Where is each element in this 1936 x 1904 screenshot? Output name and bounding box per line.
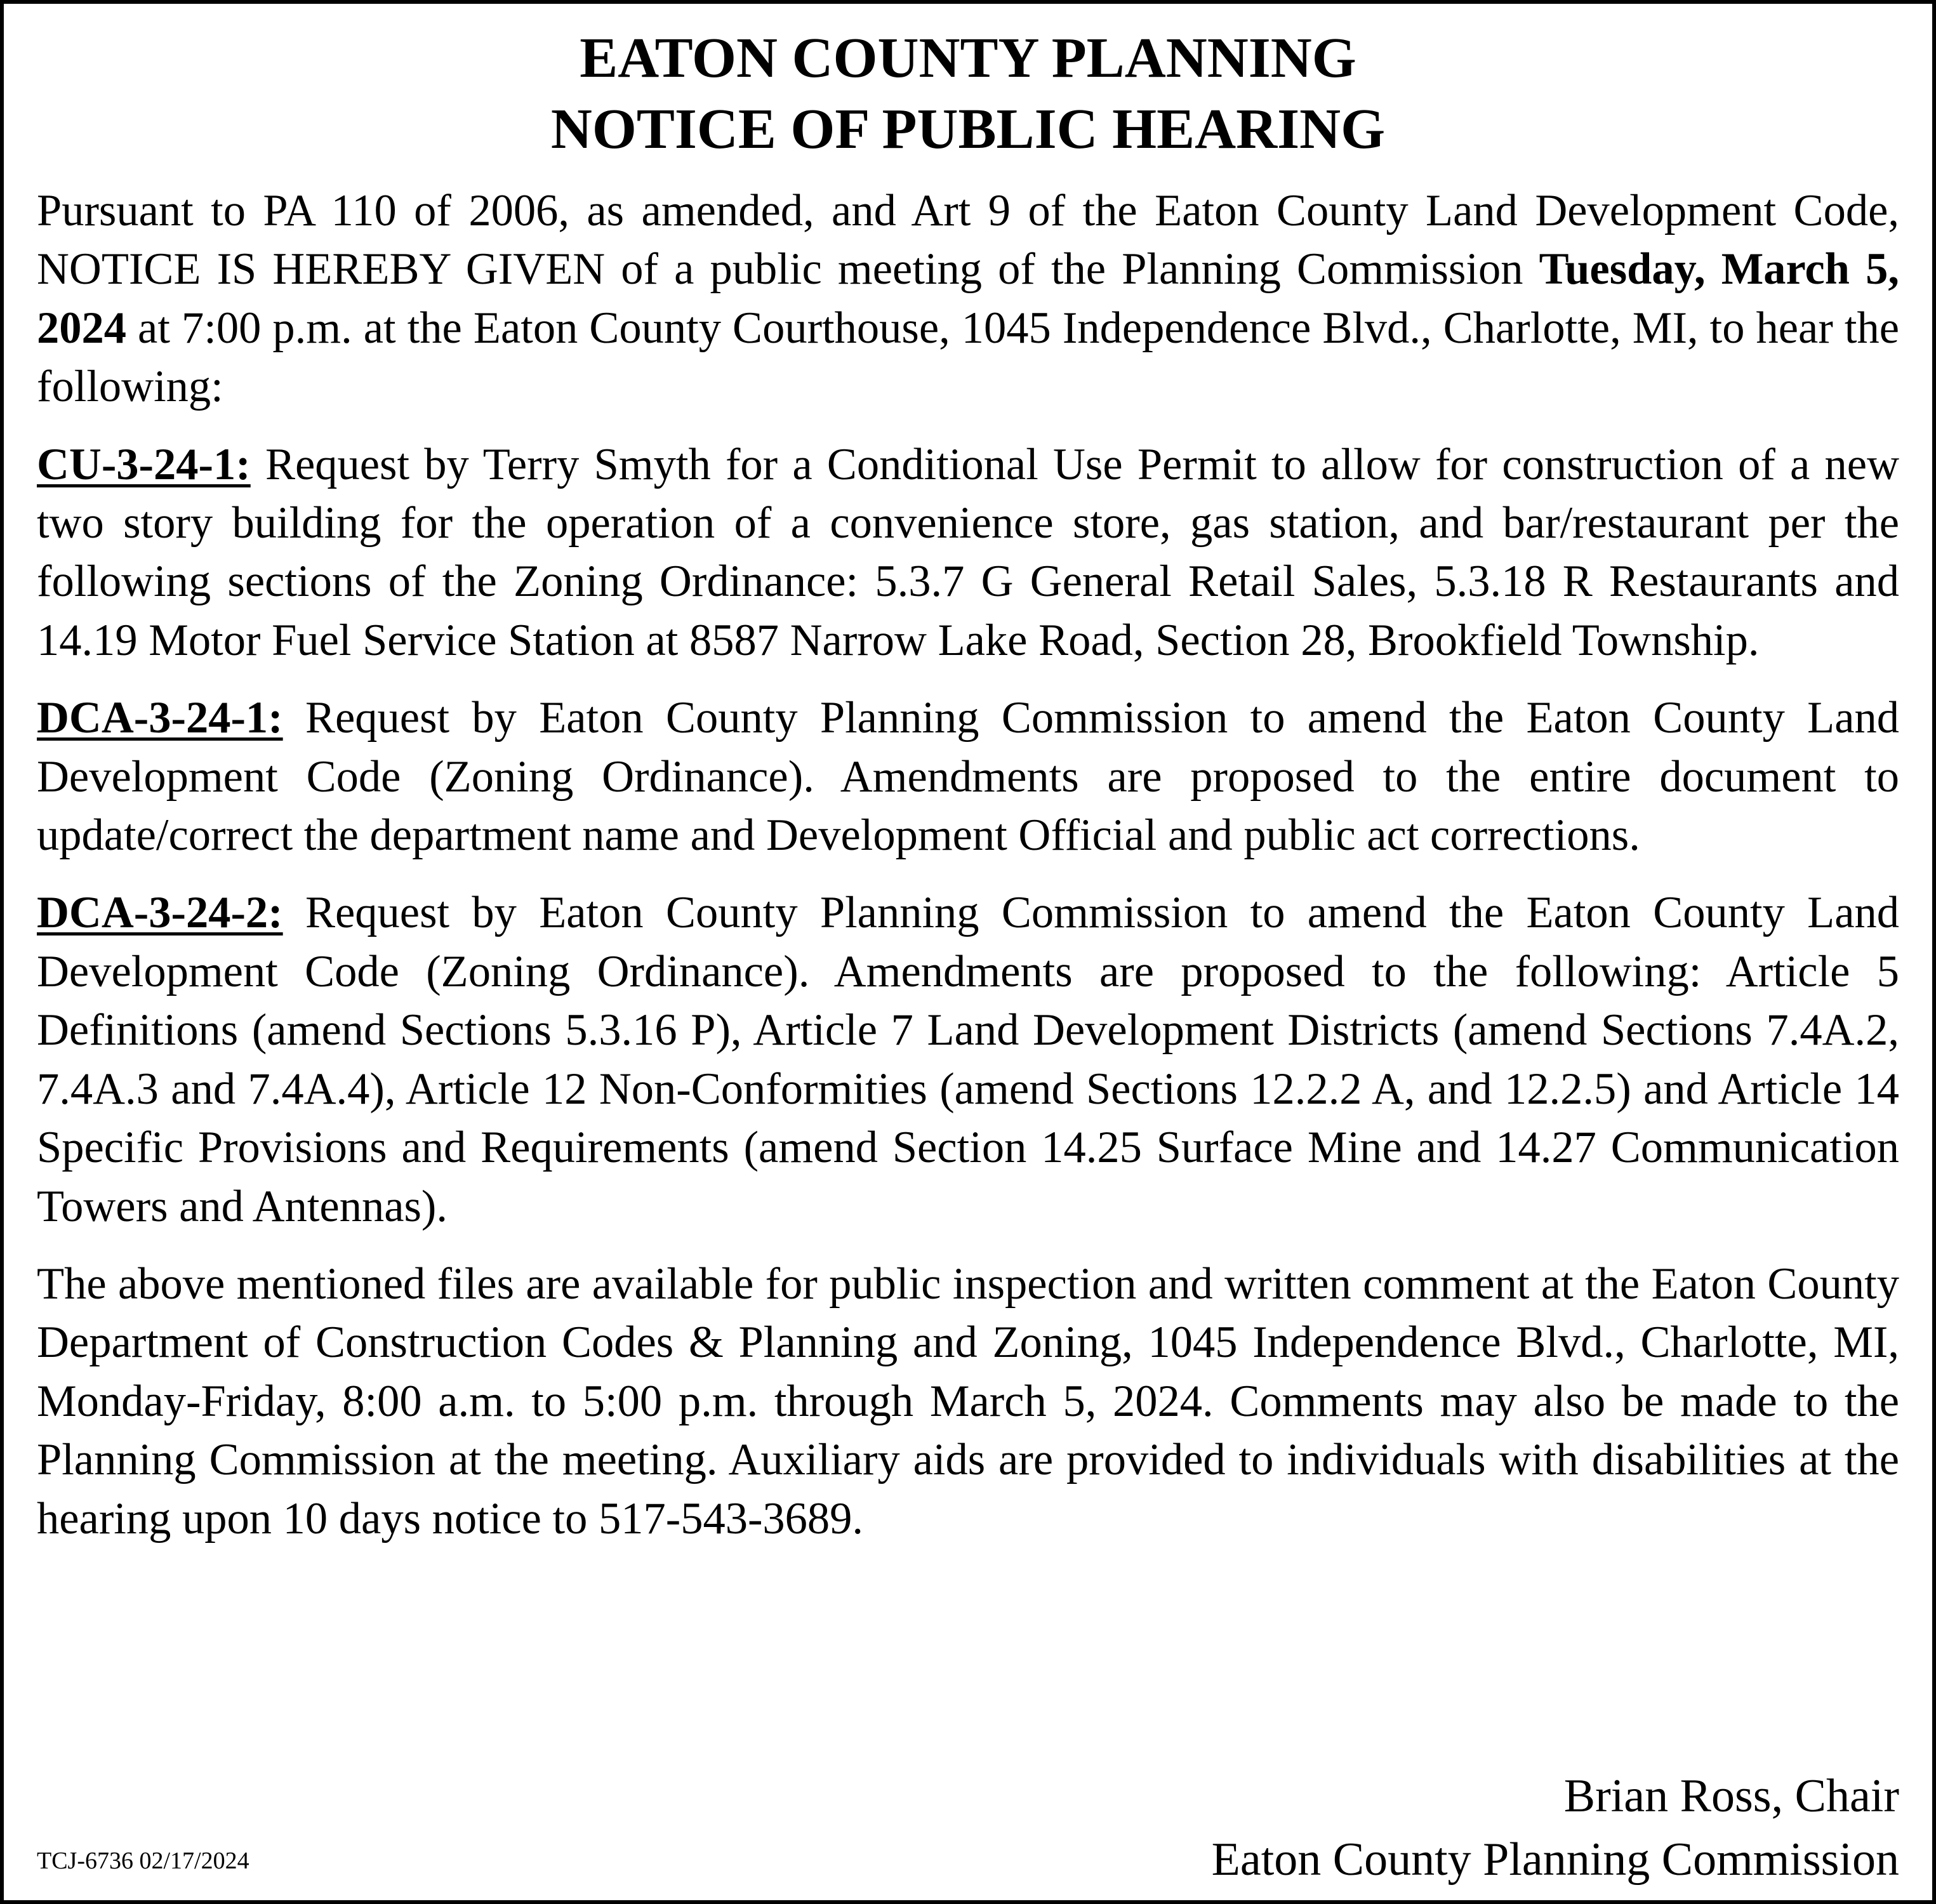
intro-text-after: at 7:00 p.m. at the Eaton County Courthouse, 1045 Independence Blvd., Charlotte, MI, to hear the following: — [37, 303, 1899, 412]
signature-name: Brian Ross, Chair — [1563, 1770, 1899, 1822]
case-code: CU-3-24-1: — [37, 439, 251, 489]
case-code: DCA-3-24-1: — [37, 693, 283, 743]
case-code: DCA-3-24-2: — [37, 888, 283, 938]
case-description: Request by Terry Smyth for a Conditional Use Permit to allow for construction of a new two story building for the operation of a convenience store, gas station, and bar/restaurant per the following sections of the Zoning Ordinance: 5.3.7 G General Retail Sales, 5.3.18 R Restaurants and 14.19 Motor Fuel Service Station at 8587 Narrow Lake Road, Section 28, Brookfield Township. — [37, 439, 1899, 665]
closing-paragraph: The above mentioned files are available for public inspection and written comment at the Eaton County Department of Construction Codes & Planning and Zoning, 1045 Independence Blvd., Charlotte, MI, Monday-Friday, 8:00 a.m. to 5:00 p.m. through March 5, 2024. Comments may also be made to the Planning Commission at the meeting. Auxiliary aids are provided to individuals with disabilities at the hearing upon 10 days notice to 517-543-3689. — [37, 1259, 1899, 1544]
agenda-item-dca-3-24-2 — [37, 883, 1899, 1235]
case-description: Request by Eaton County Planning Commission to amend the Eaton County Land Development Code (Zoning Ordinance). Amendments are proposed to the following: Article 5 Definitions (amend Sections 5.3.16 P), Article 7 Land Development Districts (amend Sections 7.4A.2, 7.4A.3 and 7.4A.4), Article 12 Non-Conformities (amend Sections 12.2.2 A, and 12.2.5) and Article 14 Specific Provisions and Requirements (amend Section 14.25 Surface Mine and 14.27 Communication Towers and Antennas). — [37, 888, 1899, 1231]
agenda-item-cu-3-24-1 — [37, 435, 1899, 670]
meeting-date: Tuesday, March 5, 2024 — [37, 244, 1900, 353]
notice-title-line-2: NOTICE OF PUBLIC HEARING — [550, 98, 1386, 161]
intro-text-before: Pursuant to PA 110 of 2006, as amended, and Art 9 of the Eaton County Land Development Code, NOTICE IS HEREBY GIVEN of a public meeting of the Planning Commission — [37, 186, 1899, 294]
signature-organization: Eaton County Planning Commission — [1211, 1834, 1899, 1886]
case-description: Request by Eaton County Planning Commission to amend the Eaton County Land Development Code (Zoning Ordinance). Amendments are proposed to the entire document to update/correct the department name and Development Official and public act corrections. — [37, 693, 1899, 861]
notice-title-line-1: EATON COUNTY PLANNING — [580, 27, 1356, 89]
publication-reference: TCJ-6736 02/17/2024 — [37, 1848, 249, 1874]
agenda-item-dca-3-24-1 — [37, 689, 1899, 864]
intro-paragraph — [37, 182, 1899, 416]
